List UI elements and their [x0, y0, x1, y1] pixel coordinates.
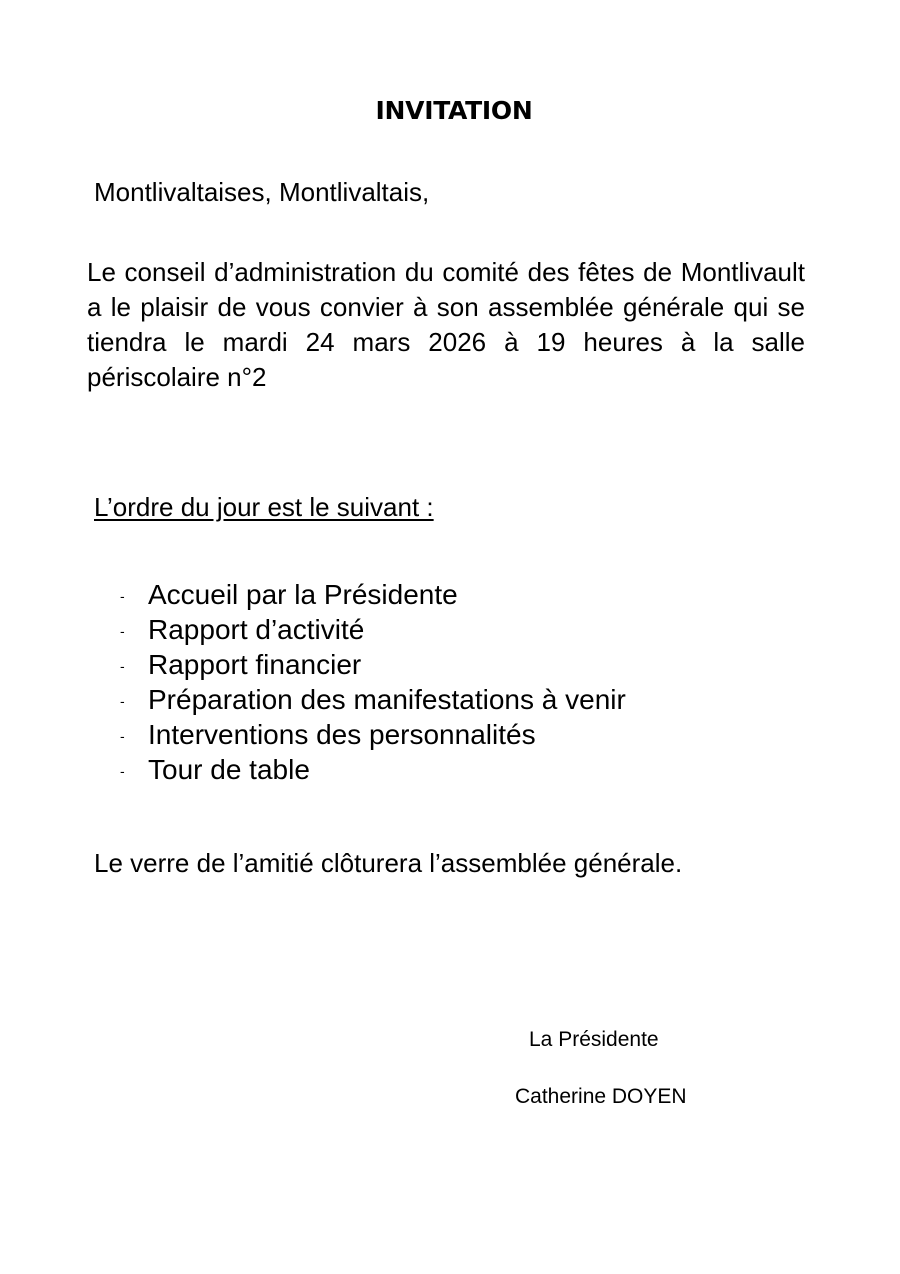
- agenda-item: [120, 717, 626, 752]
- agenda-item: [120, 682, 626, 717]
- bullet-dash-icon: -: [120, 728, 125, 745]
- agenda-item: [120, 577, 626, 612]
- agenda-item-label: Accueil par la Présidente: [148, 579, 458, 610]
- signature-role: La Présidente: [529, 1028, 659, 1051]
- agenda-item-label: Préparation des manifestations à venir: [148, 684, 626, 715]
- agenda-item-label: Tour de table: [148, 754, 310, 785]
- agenda-item: [120, 647, 626, 682]
- intro-paragraph: Le conseil d’administration du comité des fêtes de Montlivault a le plaisir de vous convier à son assemblée générale qui se tiendra le mardi 24 mars 2026 à 19 heures à la salle périscolaire n°2: [87, 257, 805, 392]
- bullet-dash-icon: -: [120, 763, 125, 780]
- bullet-dash-icon: -: [120, 658, 125, 675]
- agenda-item-label: Interventions des personnalités: [148, 719, 536, 750]
- agenda-item-label: Rapport financier: [148, 649, 362, 680]
- agenda-heading: L’ordre du jour est le suivant :: [94, 492, 434, 522]
- closing-sentence: Le verre de l’amitié clôturera l’assemblée générale.: [94, 848, 683, 878]
- bullet-dash-icon: -: [120, 693, 125, 710]
- signature-name: Catherine DOYEN: [515, 1085, 687, 1108]
- agenda-item: [120, 612, 626, 647]
- agenda-list: [120, 577, 626, 787]
- bullet-dash-icon: -: [120, 623, 125, 640]
- salutation: Montlivaltaises, Montlivaltais,: [94, 177, 430, 207]
- document-title: INVITATION: [375, 96, 533, 125]
- agenda-item: [120, 752, 626, 787]
- agenda-item-label: Rapport d’activité: [148, 614, 365, 645]
- bullet-dash-icon: -: [120, 588, 125, 605]
